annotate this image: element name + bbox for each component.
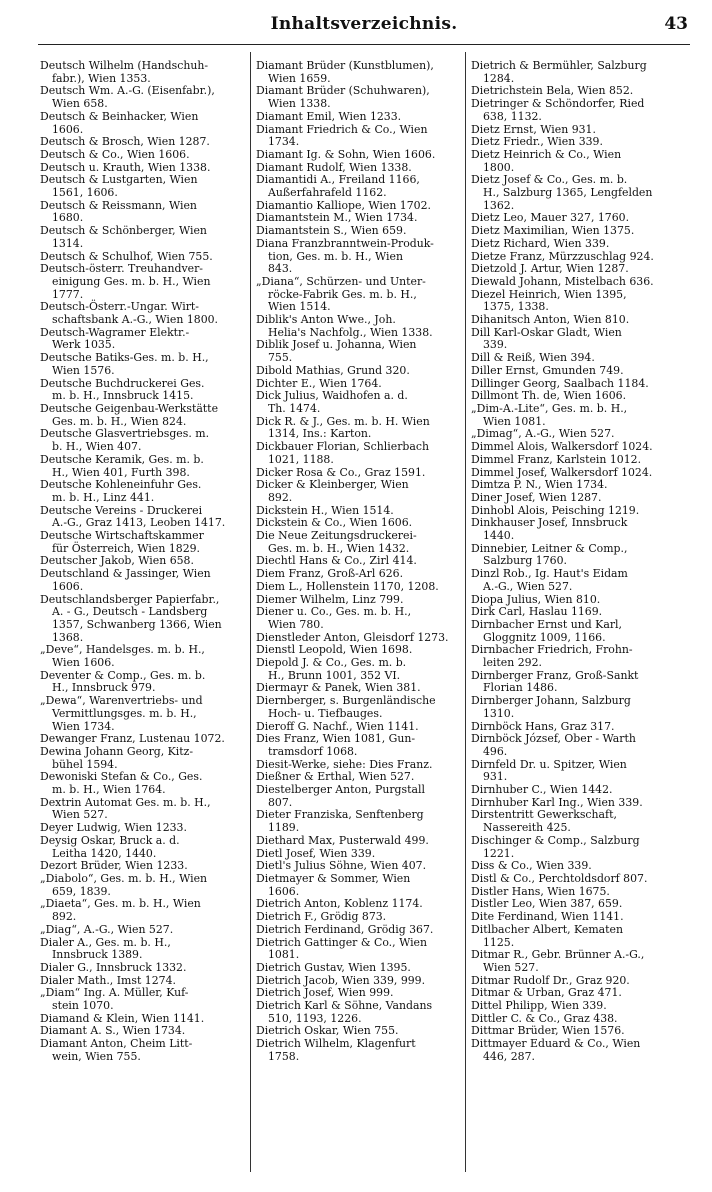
index-entry-line: Innsbruck 1389.: [52, 948, 143, 962]
index-entry-line: Dirnhuber C., Wien 1442.: [471, 783, 613, 797]
index-entry-line: Diamant Friedrich & Co., Wien: [256, 122, 428, 136]
index-entry-line: „Dimag“, A.-G., Wien 527.: [471, 427, 615, 441]
index-entry-line: Diblik's Anton Wwe., Joh.: [256, 313, 396, 327]
index-entry-line: „Diam“ Ing. A. Müller, Kuf-: [40, 986, 189, 1000]
index-entry-line: Deutschland & Jassinger, Wien: [40, 567, 211, 581]
index-entry-line: Diermayr & Panek, Wien 381.: [256, 681, 421, 695]
index-entry-line: Deutsche Geigenbau-Werkstätte: [40, 401, 219, 415]
index-entry-line: Diamant Ig. & Sohn, Wien 1606.: [256, 147, 436, 161]
index-entry-line: Dirnhuber Karl Ing., Wien 339.: [471, 795, 643, 809]
index-entry-line: Deutsch & Reissmann, Wien: [40, 198, 197, 212]
index-entry-line: m. b. H., Innsbruck 1415.: [52, 389, 194, 403]
index-entry-line: Diamantidi A., Freiland 1166,: [256, 173, 420, 187]
index-entry-line: Wien 1659.: [268, 71, 331, 85]
index-entry-line: Dirnberger Franz, Groß-Sankt: [471, 668, 639, 682]
index-entry-line: 1125.: [483, 935, 515, 949]
index-entry-line: Dieter Franziska, Senftenberg: [256, 808, 424, 822]
index-entry-line: Helia's Nachfolg., Wien 1338.: [268, 325, 433, 339]
index-entry-line: 892.: [268, 490, 293, 504]
index-entry-line: Dietl Josef, Wien 339.: [256, 846, 376, 860]
index-entry-line: 1081.: [268, 948, 300, 962]
index-entry-line: Diamand & Klein, Wien 1141.: [40, 1011, 205, 1025]
index-entry-line: Diemer Wilhelm, Linz 799.: [256, 592, 404, 606]
index-entry-line: 510, 1193, 1226.: [268, 1011, 362, 1025]
index-entry-line: Dimmel Franz, Karlstein 1012.: [471, 452, 642, 466]
index-entry-line: Dickbauer Florian, Schlierbach: [256, 440, 429, 454]
index-entry-line: Ditlbacher Albert, Kematen: [471, 922, 623, 936]
index-entry-line: Außerfahrafeld 1162.: [268, 186, 387, 200]
index-entry-line: Wien 1081.: [483, 414, 546, 428]
index-entry-line: Distl & Co., Perchtoldsdorf 807.: [471, 872, 648, 885]
index-entry-line: Dewina Johann Georg, Kitz-: [40, 744, 194, 758]
index-entry-line: Deutsche Vereins - Druckerei: [40, 503, 203, 517]
index-entry-line: m. b. H., Wien 1764.: [52, 783, 166, 797]
index-entry-line: Deutsch & Beinhacker, Wien: [40, 109, 199, 123]
index-entry-line: Deutsch & Lustgarten, Wien: [40, 173, 198, 187]
index-entry-line: Dimmel Alois, Walkersdorf 1024.: [471, 440, 653, 454]
index-entry-line: 1606.: [52, 122, 84, 136]
index-entry-line: Diernberger, s. Burgenländische: [256, 694, 436, 708]
index-entry-line: Wien 780.: [268, 617, 324, 631]
index-entry-line: Dittel Philipp, Wien 339.: [471, 999, 607, 1013]
index-entry-line: Dietz Ernst, Wien 931.: [471, 122, 596, 136]
index-entry-line: Deutsche Buchdruckerei Ges.: [40, 376, 205, 390]
index-entry-line: Deventer & Comp., Ges. m. b.: [40, 668, 206, 682]
index-entry-line: 755.: [268, 351, 293, 365]
index-entry-line: 1368.: [52, 630, 84, 644]
index-entry-line: 1362.: [483, 198, 515, 212]
index-entry-line: tramsdorf 1068.: [268, 744, 358, 758]
index-entry-line: Wien 1338.: [268, 97, 331, 111]
index-entry-line: Dirnböck József, Ober - Warth: [471, 732, 636, 746]
index-entry-line: 1314, Ins.: Karton.: [268, 427, 372, 441]
index-entry-line: H., Brunn 1001, 352 VI.: [268, 668, 401, 682]
index-entry-line: Dieroff G. Nachf., Wien 1141.: [256, 719, 419, 733]
index-entry-line: fabr.), Wien 1353.: [52, 71, 151, 85]
index-entry-line: „Diabolo“, Ges. m. b. H., Wien: [40, 872, 208, 885]
index-entry-line: Dick R. & J., Ges. m. b. H. Wien: [256, 414, 430, 428]
index-entry-line: b. H., Wien 407.: [52, 440, 142, 454]
index-entry-line: Leitha 1420, 1440.: [52, 846, 157, 860]
index-entry-line: Wien 527.: [483, 960, 539, 974]
index-entry-line: Dirnbacher Friedrich, Frohn-: [471, 643, 633, 657]
index-entry-line: Dick Julius, Waidhofen a. d.: [256, 389, 408, 403]
index-entry-line: Dextrin Automat Ges. m. b. H.,: [40, 795, 211, 809]
index-entry-line: „Diaeta“, Ges. m. b. H., Wien: [40, 897, 201, 911]
column-right: [471, 60, 676, 1064]
index-entry-line: Deutsch Wm. A.-G. (Eisenfabr.),: [40, 84, 215, 98]
header-rule: [38, 44, 690, 45]
index-entry-line: 638, 1132.: [483, 109, 542, 123]
index-entry-line: Deutsch & Schönberger, Wien: [40, 224, 207, 238]
index-entry-line: Dietrich Gustav, Wien 1395.: [256, 960, 411, 974]
index-entry-line: Dihanitsch Anton, Wien 810.: [471, 313, 630, 327]
index-entry-line: Deutsche Kohleneinfuhr Ges.: [40, 478, 202, 492]
index-entry-line: 1375, 1338.: [483, 300, 549, 314]
index-entry-line: Distler Leo, Wien 387, 659.: [471, 897, 623, 911]
index-entry-line: Werk 1035.: [52, 338, 116, 352]
index-entry-line: Deysig Oskar, Bruck a. d.: [40, 833, 180, 847]
index-entry-line: Dialer A., Ges. m. b. H.,: [40, 935, 171, 949]
index-entry-line: Dietzold J. Artur, Wien 1287.: [471, 262, 629, 276]
index-entry-line: Deutsche Keramik, Ges. m. b.: [40, 452, 204, 466]
index-entry-line: Dietrich Jacob, Wien 339, 999.: [256, 973, 426, 987]
index-entry-line: Deutsch & Co., Wien 1606.: [40, 147, 190, 161]
index-entry-line: Deutsch Wilhelm (Handschuh-: [40, 59, 209, 72]
index-entry-line: Ditmar Rudolf Dr., Graz 920.: [471, 973, 630, 987]
index-entry-line: Diestelberger Anton, Purgstall: [256, 783, 425, 797]
index-entry-line: Diechtl Hans & Co., Zirl 414.: [256, 554, 417, 568]
index-entry-line: 1221.: [483, 846, 515, 860]
index-entry-line: Diewald Johann, Mistelbach 636.: [471, 274, 654, 288]
index-entry-line: Diener u. Co., Ges. m. b. H.,: [256, 605, 412, 619]
index-entry-line: 659, 1839.: [52, 884, 111, 898]
index-entry-line: Diamantio Kalliope, Wien 1702.: [256, 198, 431, 212]
index-entry-line: Dies Franz, Wien 1081, Gun-: [256, 732, 416, 746]
index-entry-line: Diner Josef, Wien 1287.: [471, 490, 602, 504]
index-entry-line: Dimtza P. N., Wien 1734.: [471, 478, 608, 492]
index-entry-line: H., Innsbruck 979.: [52, 681, 156, 695]
index-entry-line: 1314.: [52, 236, 84, 250]
index-entry-line: röcke-Fabrik Ges. m. b. H.,: [268, 287, 417, 301]
index-entry-line: bühel 1594.: [52, 757, 118, 771]
index-entry-line: Dite Ferdinand, Wien 1141.: [471, 910, 624, 924]
index-entry-line: Vermittlungsges. m. b. H.,: [52, 706, 197, 720]
column-left: [40, 60, 245, 1064]
index-entry-line: H., Salzburg 1365, Lengfelden: [483, 186, 653, 200]
index-entry-line: Diezel Heinrich, Wien 1395,: [471, 287, 627, 301]
index-entry-line: 1758.: [268, 1049, 300, 1063]
index-entry-line: Dichter E., Wien 1764.: [256, 376, 382, 390]
index-entry-line: Dickstein & Co., Wien 1606.: [256, 516, 413, 530]
index-entry-line: 892.: [52, 910, 77, 924]
index-entry-line: 1800.: [483, 160, 515, 174]
index-entry-line: 931.: [483, 770, 508, 784]
index-entry-line: Die Neue Zeitungsdruckerei-: [256, 529, 417, 543]
index-entry-line: „Diana“, Schürzen- und Unter-: [256, 274, 426, 288]
index-entry-line: Diem Franz, Groß-Arl 626.: [256, 567, 404, 581]
index-entry-line: stein 1070.: [52, 999, 114, 1013]
index-entry-line: Dinnebier, Leitner & Comp.,: [471, 541, 628, 555]
index-entry-line: 1777.: [52, 287, 84, 301]
index-entry-line: Dietl's Julius Söhne, Wien 407.: [256, 859, 427, 873]
index-entry-line: 1357, Schwanberg 1366, Wien: [52, 617, 222, 631]
index-entry-line: Diethard Max, Pusterwald 499.: [256, 833, 429, 847]
page-title: Inhaltsverzeichnis.: [270, 14, 458, 34]
index-entry-line: wein, Wien 755.: [52, 1049, 141, 1063]
index-entry-line: Dibold Mathias, Grund 320.: [256, 363, 410, 377]
index-entry-line: 1561, 1606.: [52, 186, 118, 200]
index-entry-line: Dirk Carl, Haslau 1169.: [471, 605, 603, 619]
index-entry-line: Deutsch-österr. Treuhandver-: [40, 262, 203, 276]
index-entry-line: Dill & Reiß, Wien 394.: [471, 351, 595, 365]
column-middle: [256, 60, 461, 1064]
index-entry-line: „Dewa“, Warenvertriebs- und: [40, 694, 203, 708]
column-divider-left: [250, 52, 251, 1172]
index-entry-line: Dietringer & Schöndorfer, Ried: [471, 97, 645, 111]
index-entry-line: Dittler C. & Co., Graz 438.: [471, 1011, 618, 1025]
index-entry-line: A.-G., Wien 527.: [483, 579, 573, 593]
index-entry-line: A. - G., Deutsch - Landsberg: [52, 605, 208, 619]
index-entry-line: 1606.: [268, 884, 300, 898]
index-entry-line: Dittmayer Eduard & Co., Wien: [471, 1037, 641, 1051]
index-entry-line: Deutsche Glasvertriebsges. m.: [40, 427, 210, 441]
index-entry-line: Dietrich Karl & Söhne, Vandans: [256, 999, 433, 1013]
index-entry-line: Dirnbacher Ernst und Karl,: [471, 617, 622, 631]
index-entry-line: Diamant Rudolf, Wien 1338.: [256, 160, 412, 174]
index-entry-line: Dittmar Brüder, Wien 1576.: [471, 1024, 625, 1038]
index-entry-line: Dienstleder Anton, Gleisdorf 1273.: [256, 630, 449, 644]
index-entry-line: Ges. m. b. H., Wien 824.: [52, 414, 187, 428]
index-entry-line: Florian 1486.: [483, 681, 558, 695]
index-entry-line: schaftsbank A.-G., Wien 1800.: [52, 313, 219, 327]
index-entry-line: H., Wien 401, Furth 398.: [52, 465, 190, 479]
index-entry-line: Diamant A. S., Wien 1734.: [40, 1024, 186, 1038]
index-entry-line: 1440.: [483, 529, 515, 543]
index-entry-line: Wien 1606.: [52, 656, 115, 670]
index-entry-line: Dinkhauser Josef, Innsbruck: [471, 516, 628, 530]
index-entry-line: Dirstentritt Gewerkschaft,: [471, 808, 617, 822]
column-divider-right: [465, 52, 466, 1172]
index-entry-line: Dialer Math., Imst 1274.: [40, 973, 176, 987]
index-entry-line: Nassereith 425.: [483, 821, 571, 835]
index-entry-line: Dillmont Th. de, Wien 1606.: [471, 389, 627, 403]
index-entry-line: Diesit-Werke, siehe: Dies Franz.: [256, 757, 433, 771]
index-entry-line: Deutsch u. Krauth, Wien 1338.: [40, 160, 211, 174]
index-entry-line: Deyer Ludwig, Wien 1233.: [40, 821, 187, 835]
index-entry-line: Dicker & Kleinberger, Wien: [256, 478, 409, 492]
index-entry-line: Dietrich & Bermühler, Salzburg: [471, 59, 647, 72]
page-header: [40, 14, 688, 40]
index-entry-line: Diamant Brüder (Schuhwaren),: [256, 84, 430, 98]
index-entry-line: Dirnberger Johann, Salzburg: [471, 694, 631, 708]
index-entry-line: Dischinger & Comp., Salzburg: [471, 833, 640, 847]
index-entry-line: Diopa Julius, Wien 810.: [471, 592, 601, 606]
index-entry-line: Diamant Emil, Wien 1233.: [256, 109, 402, 123]
index-entry-line: Dirnböck Hans, Graz 317.: [471, 719, 615, 733]
index-entry-line: 1284.: [483, 71, 515, 85]
index-entry-line: Wien 1514.: [268, 300, 331, 314]
index-entry-line: Dietrich Josef, Wien 999.: [256, 986, 394, 1000]
index-entry-line: Diss & Co., Wien 339.: [471, 859, 592, 873]
index-entry-line: Hoch- u. Tiefbauges.: [268, 706, 383, 720]
index-entry-line: Salzburg 1760.: [483, 554, 567, 568]
index-entry-line: Ges. m. b. H., Wien 1432.: [268, 541, 410, 555]
index-entry-line: Dietrich Ferdinand, Grödig 367.: [256, 922, 434, 936]
index-entry-line: 1189.: [268, 821, 300, 835]
index-entry-line: Dietz Heinrich & Co., Wien: [471, 147, 622, 161]
index-entry-line: 1021, 1188.: [268, 452, 334, 466]
index-entry-line: Diller Ernst, Gmunden 749.: [471, 363, 624, 377]
index-entry-line: für Österreich, Wien 1829.: [52, 541, 201, 555]
index-entry-line: Deutsche Batiks-Ges. m. b. H.,: [40, 351, 209, 365]
index-entry-line: Dietrich Anton, Koblenz 1174.: [256, 897, 423, 911]
index-entry-line: Diamant Anton, Cheim Litt-: [40, 1037, 193, 1051]
index-entry-line: Dietrich Wilhelm, Klagenfurt: [256, 1037, 416, 1051]
index-entry-line: m. b. H., Linz 441.: [52, 490, 155, 504]
index-entry-line: Dillinger Georg, Saalbach 1184.: [471, 376, 649, 390]
index-entry-line: Distler Hans, Wien 1675.: [471, 884, 610, 898]
index-entry-line: „Dim-A.-Lite“, Ges. m. b. H.,: [471, 401, 628, 415]
index-entry-line: Wien 1576.: [52, 363, 115, 377]
index-entry-line: 1606.: [52, 579, 84, 593]
index-entry-line: Diepold J. & Co., Ges. m. b.: [256, 656, 407, 670]
index-entry-line: Deutsch-Österr.-Ungar. Wirt-: [40, 300, 199, 314]
index-entry-line: 496.: [483, 744, 508, 758]
index-entry-line: 1310.: [483, 706, 515, 720]
index-entry-line: Dialer G., Innsbruck 1332.: [40, 960, 187, 974]
index-entry-line: Dietrich F., Grödig 873.: [256, 910, 387, 924]
index-entry-line: Dewoniski Stefan & Co., Ges.: [40, 770, 203, 784]
index-entry-line: 807.: [268, 795, 293, 809]
index-entry-line: Dinhobl Alois, Peisching 1219.: [471, 503, 640, 517]
index-entry-line: Dinzl Rob., Ig. Haut's Eidam: [471, 567, 628, 581]
index-entry-line: Deutsch-Wagramer Elektr.-: [40, 325, 190, 339]
index-entry-line: Dezort Brüder, Wien 1233.: [40, 859, 188, 873]
index-entry-line: Ditmar & Urban, Graz 471.: [471, 986, 622, 1000]
index-entry-line: Dimmel Josef, Walkersdorf 1024.: [471, 465, 653, 479]
index-entry-line: 446, 287.: [483, 1049, 535, 1063]
index-entry-line: 843.: [268, 262, 293, 276]
index-entry-line: Deutsch & Schulhof, Wien 755.: [40, 249, 213, 263]
index-entry-line: Dietz Josef & Co., Ges. m. b.: [471, 173, 628, 187]
index-entry-line: 339.: [483, 338, 508, 352]
index-entry-line: Dietze Franz, Mürzzuschlag 924.: [471, 249, 654, 263]
index-entry-line: Dietrich Gattinger & Co., Wien: [256, 935, 428, 949]
index-entry-line: 1734.: [268, 135, 300, 149]
index-entry-line: Dicker Rosa & Co., Graz 1591.: [256, 465, 426, 479]
index-entry-line: „Diag“, A.-G., Wien 527.: [40, 922, 174, 936]
index-entry-line: Diana Franzbranntwein-Produk-: [256, 236, 434, 250]
index-entry-line: Deutscher Jakob, Wien 658.: [40, 554, 194, 568]
index-entry-line: Diamantstein M., Wien 1734.: [256, 211, 418, 225]
index-entry-line: Diblik Josef u. Johanna, Wien: [256, 338, 417, 352]
index-entry-line: Dietz Friedr., Wien 339.: [471, 135, 603, 149]
index-entry-line: Dirnfeld Dr. u. Spitzer, Wien: [471, 757, 627, 771]
page-number: 43: [664, 14, 688, 34]
index-entry-line: Dietz Leo, Mauer 327, 1760.: [471, 211, 630, 225]
index-entry-line: Th. 1474.: [268, 401, 321, 415]
index-entry-line: A.-G., Graz 1413, Leoben 1417.: [52, 516, 226, 530]
index-entry-line: „Deve“, Handelsges. m. b. H.,: [40, 643, 205, 657]
index-entry-line: Dietz Maximilian, Wien 1375.: [471, 224, 635, 238]
index-entry-line: Ditmar R., Gebr. Brünner A.-G.,: [471, 948, 645, 962]
index-entry-line: Deutschlandsberger Papierfabr.,: [40, 592, 220, 606]
index-entry-line: tion, Ges. m. b. H., Wien: [268, 249, 403, 263]
index-entry-line: Dietz Richard, Wien 339.: [471, 236, 610, 250]
index-entry-line: Dietmayer & Sommer, Wien: [256, 872, 411, 885]
index-entry-line: Wien 1734.: [52, 719, 115, 733]
index-entry-line: Dickstein H., Wien 1514.: [256, 503, 394, 517]
index-entry-line: Diamantstein S., Wien 659.: [256, 224, 407, 238]
index-entry-line: Wien 527.: [52, 808, 108, 822]
index-entry-line: Dill Karl-Oskar Gladt, Wien: [471, 325, 622, 339]
index-entry-line: einigung Ges. m. b. H., Wien: [52, 274, 211, 288]
index-entry-line: 1680.: [52, 211, 84, 225]
index-entry-line: Dießner & Erthal, Wien 527.: [256, 770, 415, 784]
index-entry-line: Diamant Brüder (Kunstblumen),: [256, 59, 434, 72]
index-entry-line: leiten 292.: [483, 656, 542, 670]
index-entry-line: Dietrich Oskar, Wien 755.: [256, 1024, 399, 1038]
index-entry-line: Dewanger Franz, Lustenau 1072.: [40, 732, 225, 746]
index-entry-line: Wien 658.: [52, 97, 108, 111]
index-entry-line: Dienstl Leopold, Wien 1698.: [256, 643, 413, 657]
index-entry-line: Dietrichstein Bela, Wien 852.: [471, 84, 634, 98]
index-entry-line: Diem L., Hollenstein 1170, 1208.: [256, 579, 439, 593]
index-entry-line: Deutsch & Brosch, Wien 1287.: [40, 135, 210, 149]
index-entry-line: Deutsche Wirtschaftskammer: [40, 529, 204, 543]
index-entry-line: Gloggnitz 1009, 1166.: [483, 630, 606, 644]
